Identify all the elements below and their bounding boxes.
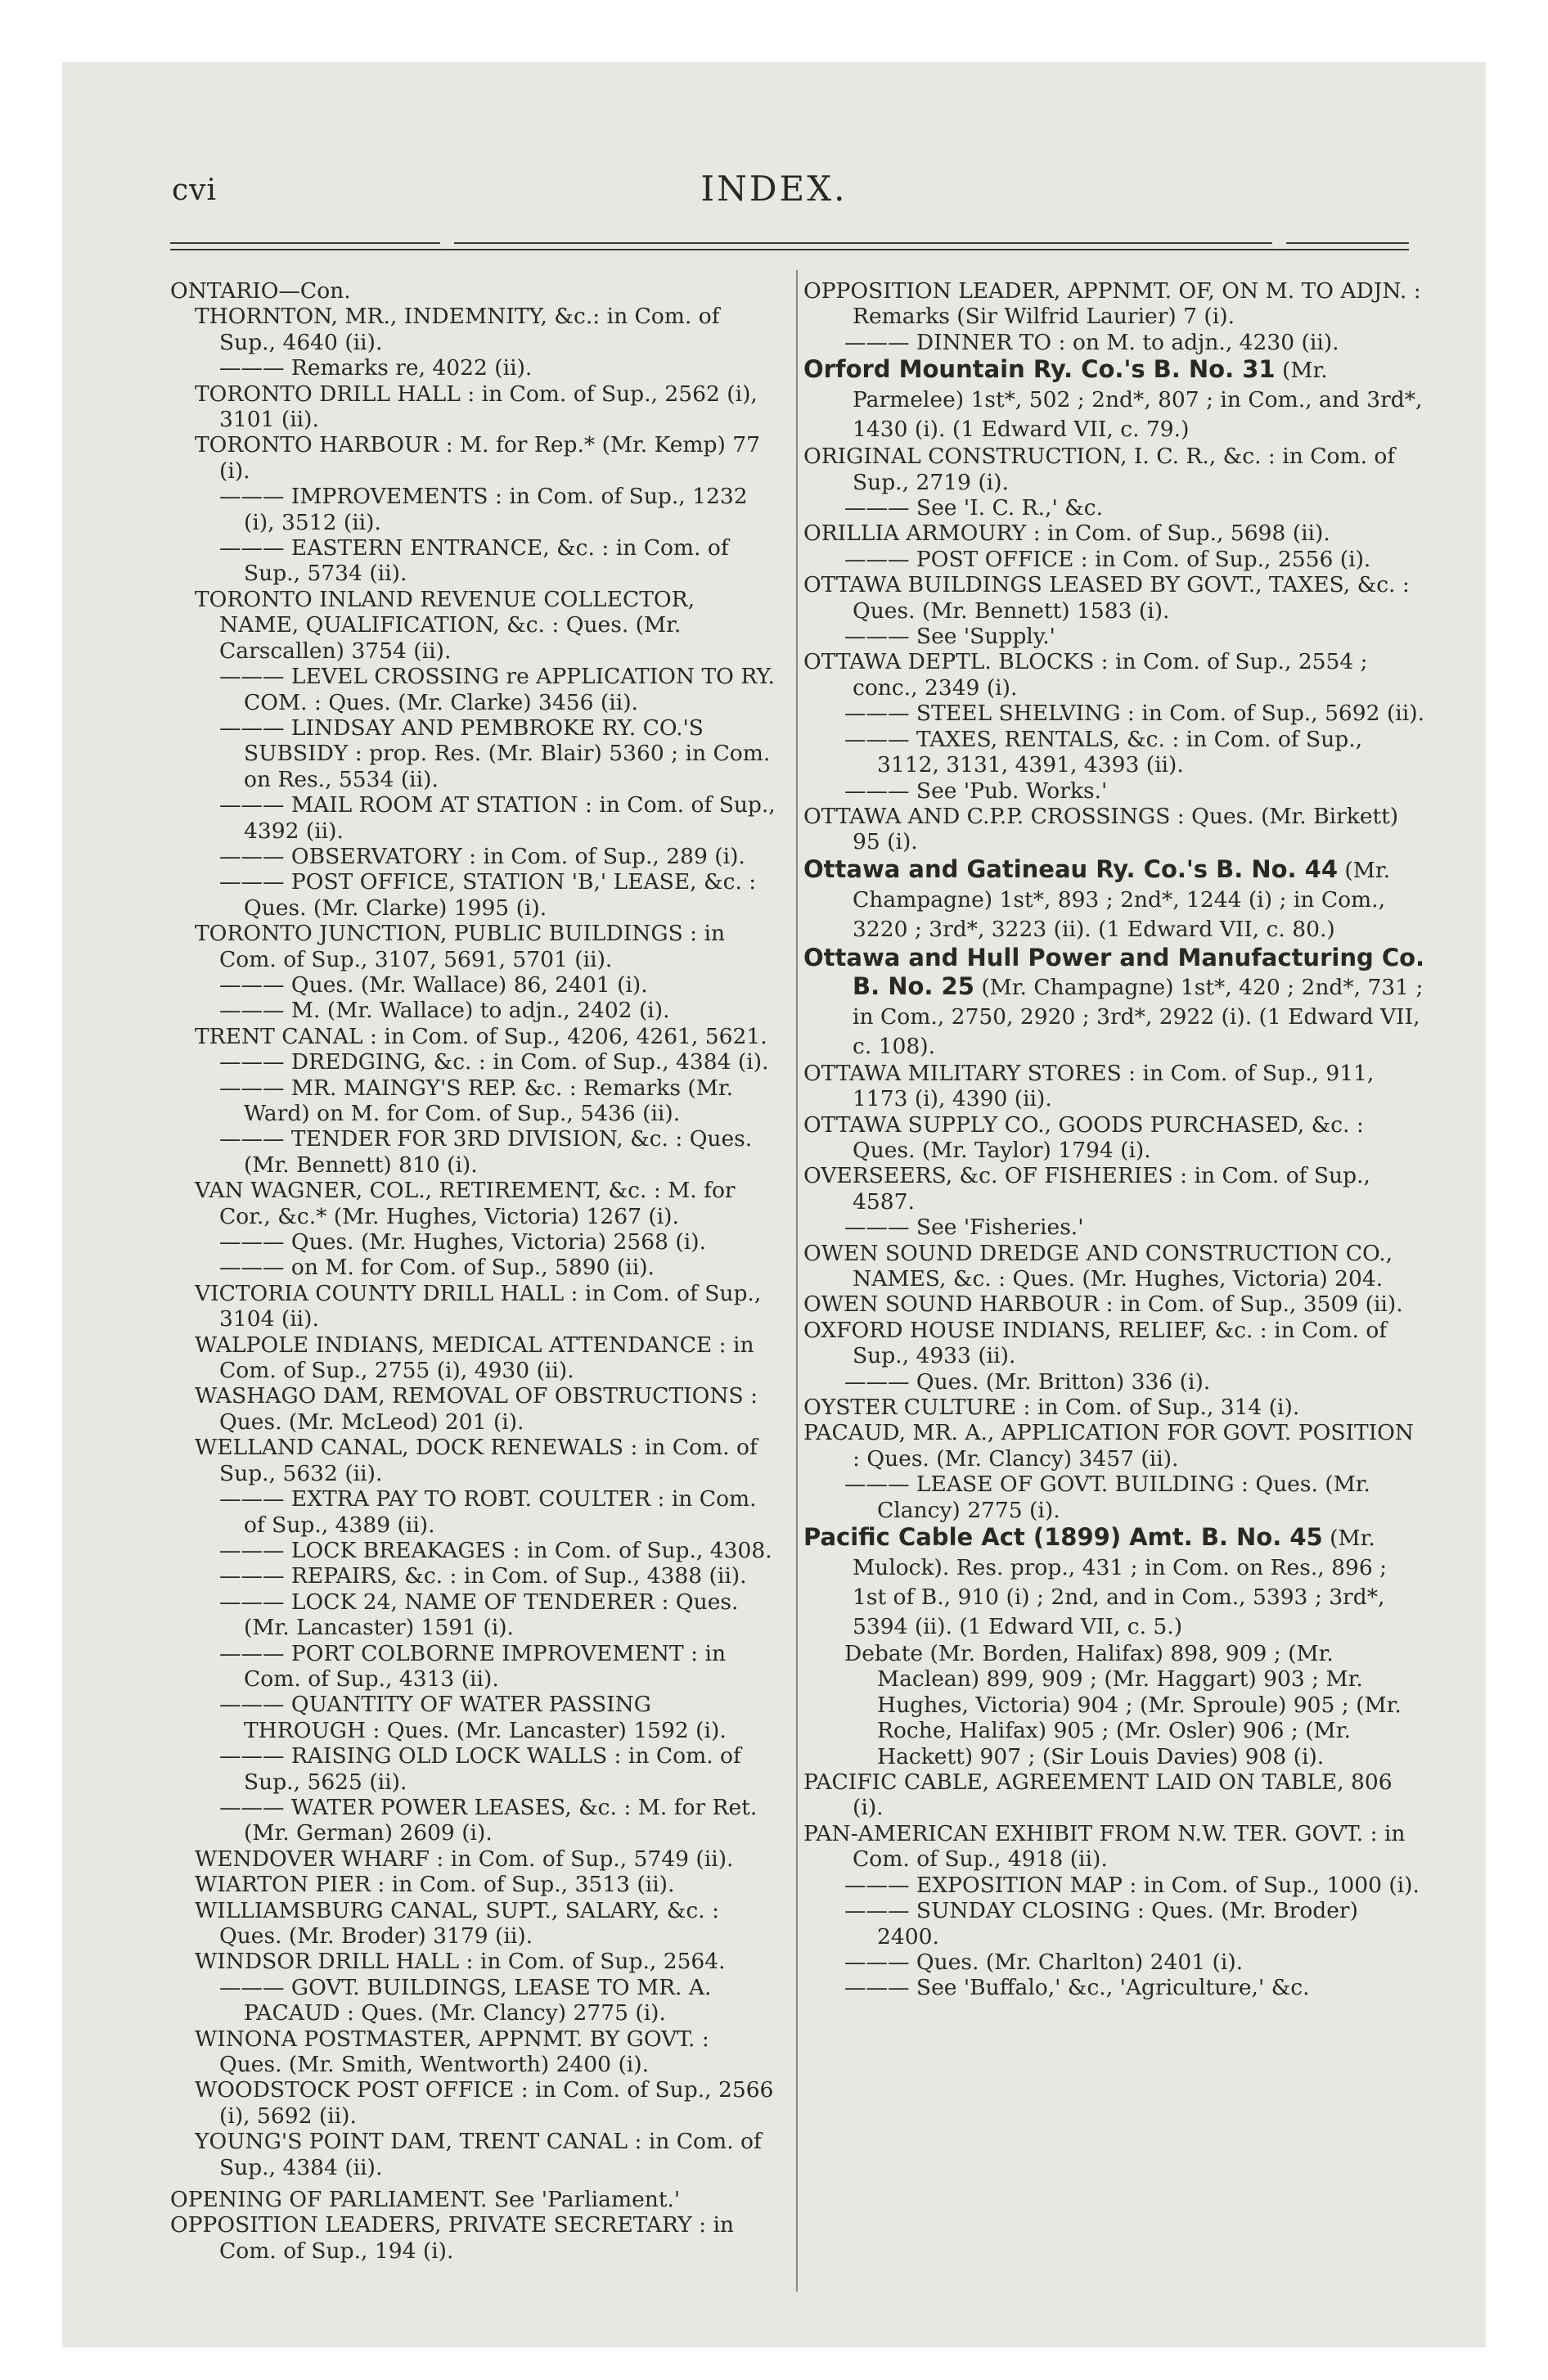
index-entry: ——— LOCK 24, NAME OF TENDERER : Ques. (Mr. Lancaster) 1591 (i). [219,1589,739,1641]
index-entry: TORONTO INLAND REVENUE COLLECTOR, NAME, QUALIFICATION, &c. : Ques. (Mr. Carscallen) 3754 (ii). [195,586,695,664]
header-rule-right [1286,242,1409,244]
index-entry [803,944,1425,1061]
index-entry: OTTAWA SUPPLY CO., GOODS PURCHASED, &c. : Ques. (Mr. Taylor) 1794 (i). [803,1111,1364,1163]
index-entry: OTTAWA MILITARY STORES : in Com. of Sup., 911, 1173 (i), 4390 (ii). [803,1060,1375,1112]
index-entry: ——— See 'I. C. R.,' &c. [844,495,1104,521]
index-entry: OVERSEERS, &c. OF FISHERIES : in Com. of Sup., 4587. [803,1163,1370,1215]
index-entry: THORNTON, MR., INDEMNITY, &c.: in Com. of Sup., 4640 (ii). [195,304,720,355]
index-entry: WENDOVER WHARF : in Com. of Sup., 5749 (ii). [195,1846,734,1872]
index-entry: PACIFIC CABLE, AGREEMENT LAID ON TABLE, 806 (i). [803,1769,1393,1821]
index-entry: ——— LEVEL CROSSING re APPLICATION TO RY. COM. : Ques. (Mr. Clarke) 3456 (ii). [219,664,775,715]
index-entry: WIARTON PIER : in Com. of Sup., 3513 (ii). [195,1872,675,1898]
index-entry: ——— on M. for Com. of Sup., 5890 (ii). [219,1255,655,1281]
page-number: cvi [172,174,218,207]
index-entry: ——— Ques. (Mr. Wallace) 86, 2401 (i). [219,971,648,998]
index-entry: ORILLIA ARMOURY : in Com. of Sup., 5698 (ii). [803,521,1330,547]
index-entry: ——— See 'Supply.' [844,624,1055,650]
index-entry: ——— DINNER TO : on M. to adjn., 4230 (ii). [844,329,1339,355]
index-entry: OPPOSITION LEADER, APPNMT. OF, ON M. TO ADJN. : Remarks (Sir Wilfrid Laurier) 7 (i). [803,278,1421,330]
index-entry: ——— SUNDAY CLOSING : Ques. (Mr. Broder) 2400. [844,1898,1358,1950]
index-entry: ——— LOCK BREAKAGES : in Com. of Sup., 4308. [219,1537,772,1563]
index-entry: ——— LINDSAY AND PEMBROKE RY. CO.'S SUBSIDY : prop. Res. (Mr. Blair) 5360 ; in Com. on Res., 5534 (ii). [219,714,771,792]
index-entry: ——— Remarks re, 4022 (ii). [219,355,533,381]
index-entry: ——— TAXES, RENTALS, &c. : in Com. of Sup., 3112, 3131, 4391, 4393 (ii). [844,726,1363,778]
index-entry: ——— QUANTITY OF WATER PASSING THROUGH : Ques. (Mr. Lancaster) 1592 (i). [219,1692,727,1743]
index-entry: ——— DREDGING, &c. : in Com. of Sup., 4384 (i). [219,1049,769,1075]
index-entry: YOUNG'S POINT DAM, TRENT CANAL : in Com. of Sup., 4384 (ii). [195,2129,762,2180]
index-entry: ——— IMPROVEMENTS : in Com. of Sup., 1232 (i), 3512 (ii). [219,484,748,535]
index-entry: OTTAWA BUILDINGS LEASED BY GOVT., TAXES, &c. : Ques. (Mr. Bennett) 1583 (i). [803,572,1410,624]
index-entry: TORONTO HARBOUR : M. for Rep.* (Mr. Kemp) 77 (i). [195,432,760,484]
index-entry: WOODSTOCK POST OFFICE : in Com. of Sup., 2566 (i), 5692 (ii). [195,2077,774,2129]
header-rule-left [170,242,440,244]
index-entry: OPPOSITION LEADERS, PRIVATE SECRETARY : in Com. of Sup., 194 (i). [170,2212,734,2264]
index-entry: PAN-AMERICAN EXHIBIT FROM N.W. TER. GOVT. : in Com. of Sup., 4918 (ii). [803,1820,1406,1873]
index-entry: ——— TENDER FOR 3RD DIVISION, &c. : Ques. (Mr. Bennett) 810 (i). [219,1126,753,1178]
index-entry: ORIGINAL CONSTRUCTION, I. C. R., &c. : in Com. of Sup., 2719 (i). [803,444,1396,495]
index-entry [803,855,1425,944]
index-entry: WINONA POSTMASTER, APPNMT. BY GOVT. : Ques. (Mr. Smith, Wentworth) 2400 (i). [195,2026,709,2078]
index-entry: WINDSOR DRILL HALL : in Com. of Sup., 2564. [195,1949,726,1975]
index-entry: ——— See 'Fisheries.' [844,1215,1084,1241]
header-rule-center [454,242,1272,244]
bill-details: (Mr. Champagne) 1st*, 893 ; 2nd*, 1244 (i) ; in Com., 3220 ; 3rd*, 3223 (ii). (1 Edward VII, c. 80.) [853,857,1391,942]
index-entry: ——— EASTERN ENTRANCE, &c. : in Com. of Sup., 5734 (ii). [219,535,729,587]
index-entry: ——— See 'Buffalo,' &c., 'Agriculture,' &c. [844,1975,1310,2001]
index-entry: VAN WAGNER, COL., RETIREMENT, &c. : M. for Cor., &c.* (Mr. Hughes, Victoria) 1267 (i). [195,1178,736,1229]
index-entry: ——— POST OFFICE : in Com. of Sup., 2556 (i). [844,546,1371,572]
index-entry: WELLAND CANAL, DOCK RENEWALS : in Com. of Sup., 5632 (ii). [195,1435,758,1486]
index-entry: ——— Ques. (Mr. Charlton) 2401 (i). [844,1949,1244,1975]
index-entry: ——— EXPOSITION MAP : in Com. of Sup., 1000 (i). [844,1872,1420,1898]
index-entry: WILLIAMSBURG CANAL, SUPT., SALARY, &c. : Ques. (Mr. Broder) 3179 (ii). [195,1897,719,1949]
index-entry: ——— MAIL ROOM AT STATION : in Com. of Sup., 4392 (ii). [219,792,776,844]
index-entry: OTTAWA DEPTL. BLOCKS : in Com. of Sup., 2554 ; conc., 2349 (i). [803,649,1368,701]
column-divider [796,270,798,2292]
index-entry: ——— LEASE OF GOVT. BUILDING : Ques. (Mr. Clancy) 2775 (i). [844,1472,1370,1523]
index-entry [803,355,1425,444]
index-entry: PACAUD, MR. A., APPLICATION FOR GOVT. POSITION : Ques. (Mr. Clancy) 3457 (ii). [803,1420,1414,1472]
index-entry: ——— Ques. (Mr. Britton) 336 (i). [844,1368,1211,1395]
index-entry: OWEN SOUND HARBOUR : in Com. of Sup., 3509 (ii). [803,1291,1403,1318]
index-entry: OPENING OF PARLIAMENT. See 'Parliament.' [170,2187,681,2213]
bill-details: (Mr. Mulock). Res. prop., 431 ; in Com. on Res., 896 ; 1st of B., 910 (i) ; 2nd, and in Com., 5393 ; 3rd*, 5394 (ii). (1 Edward VII, c. 5.) [853,1526,1388,1640]
index-entry: ——— WATER POWER LEASES, &c. : M. for Ret. (Mr. German) 2609 (i). [219,1794,758,1846]
index-entry: ——— Ques. (Mr. Hughes, Victoria) 2568 (i). [219,1229,706,1255]
bill-heading: Orford Mountain Ry. Co.'s B. No. 31 [803,355,1276,384]
index-entry: TORONTO DRILL HALL : in Com. of Sup., 2562 (i), 3101 (ii). [195,381,758,433]
index-entry: OYSTER CULTURE : in Com. of Sup., 314 (i). [803,1395,1300,1420]
index-entry: OWEN SOUND DREDGE AND CONSTRUCTION CO., NAMES, &c. : Ques. (Mr. Hughes, Victoria) 204. [803,1240,1393,1291]
index-entry: Debate (Mr. Borden, Halifax) 898, 909 ; (Mr. Maclean) 899, 909 ; (Mr. Haggart) 903 ; Mr. Hughes, Victoria) 904 ; (Mr. Sproule) 905 ; (Mr. Roche, Halifax) 905 ; (Mr. Osler) 906 ; (Mr. Hackett) 907 ; (Sir Louis Davies) 908 (i). [844,1641,1402,1769]
bill-details: (Mr. Parmelee) 1st*, 502 ; 2nd*, 807 ; in Com., and 3rd*, 1430 (i). (1 Edward VII, c. 79.) [853,358,1423,443]
right-column [803,278,1425,2001]
bill-heading: Ottawa and Hull Power and Manufacturing Co. B. No. 25 [803,943,1425,1000]
bill-details: (Mr. Champagne) 1st*, 420 ; 2nd*, 731 ; in Com., 2750, 2920 ; 3rd*, 2922 (i). (1 Edward VII, c. 108). [853,974,1424,1059]
left-column [170,278,776,2264]
index-entry: ——— RAISING OLD LOCK WALLS : in Com. of Sup., 5625 (ii). [219,1743,741,1795]
index-entry: OXFORD HOUSE INDIANS, RELIEF, &c. : in Com. of Sup., 4933 (ii). [803,1317,1388,1369]
running-header-title: INDEX. [700,169,848,209]
index-entry: ——— EXTRA PAY TO ROBT. COULTER : in Com. of Sup., 4389 (ii). [219,1486,757,1538]
index-entry: ——— OBSERVATORY : in Com. of Sup., 289 (i). [219,843,745,869]
index-entry: ——— PORT COLBORNE IMPROVEMENT : in Com. of Sup., 4313 (ii). [219,1640,727,1692]
index-entry: ——— MR. MAINGY'S REP. &c. : Remarks (Mr. Ward) on M. for Com. of Sup., 5436 (ii). [219,1075,734,1126]
index-entry: ——— POST OFFICE, STATION 'B,' LEASE, &c. : Ques. (Mr. Clarke) 1995 (i). [219,869,757,921]
bill-heading: Ottawa and Gatineau Ry. Co.'s B. No. 44 [803,854,1338,883]
header-rule-lower [170,249,1409,250]
index-entry: ONTARIO—Con. [170,278,351,304]
index-entry: ——— See 'Pub. Works.' [844,778,1108,804]
index-entry: WASHAGO DAM, REMOVAL OF OBSTRUCTIONS : Ques. (Mr. McLeod) 201 (i). [195,1383,758,1435]
index-entry: TRENT CANAL : in Com. of Sup., 4206, 4261, 5621. [195,1023,767,1049]
index-entry: VICTORIA COUNTY DRILL HALL : in Com. of Sup., 3104 (ii). [195,1280,762,1332]
index-entry: ——— GOVT. BUILDINGS, LEASE TO MR. A. PACAUD : Ques. (Mr. Clancy) 2775 (i). [219,1974,712,2026]
index-entry: WALPOLE INDIANS, MEDICAL ATTENDANCE : in Com. of Sup., 2755 (i), 4930 (ii). [195,1332,754,1384]
index-entry: ——— REPAIRS, &c. : in Com. of Sup., 4388 (ii). [219,1563,747,1589]
index-entry [803,1523,1425,1641]
index-entry: ——— M. (Mr. Wallace) to adjn., 2402 (i). [219,998,670,1024]
bill-heading: Pacific Cable Act (1899) Amt. B. No. 45 [803,1523,1323,1552]
index-entry: TORONTO JUNCTION, PUBLIC BUILDINGS : in Com. of Sup., 3107, 5691, 5701 (ii). [195,921,726,972]
index-entry: OTTAWA AND C.P.P. CROSSINGS : Ques. (Mr. Birkett) 95 (i). [803,803,1399,855]
index-entry: ——— STEEL SHELVING : in Com. of Sup., 5692 (ii). [844,701,1424,727]
